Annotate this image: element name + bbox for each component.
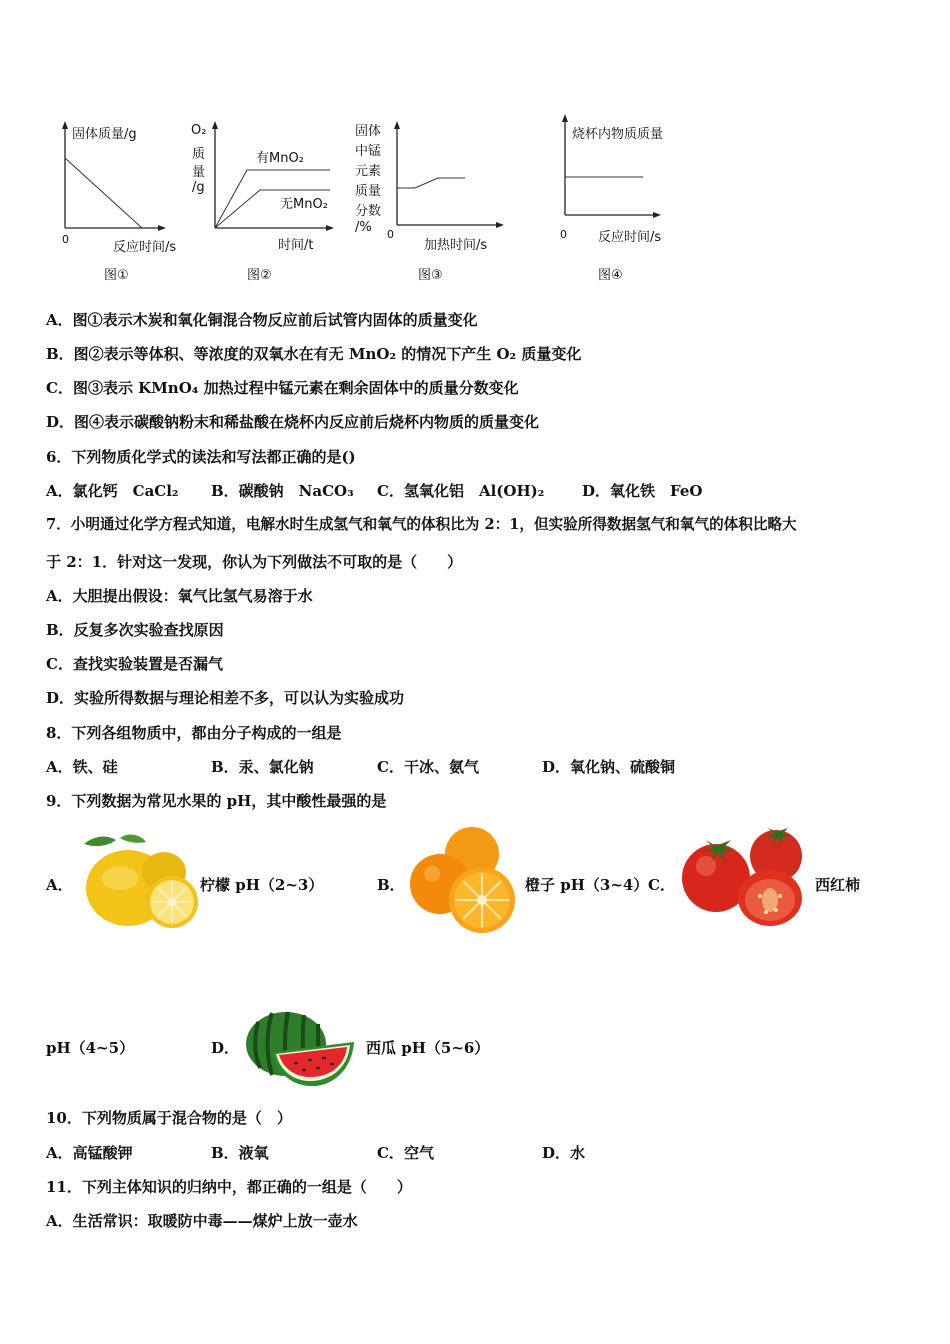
graph-2-with-label: 有MnO₂	[256, 151, 304, 166]
q5-option-d: D．图④表示碳酸钠粉末和稀盐酸在烧杯内反应前后烧杯内物质的质量变化	[46, 413, 540, 431]
q9-option-c-text-2: pH（4~5）	[46, 1039, 135, 1057]
graph-4-caption: 图④	[598, 268, 623, 283]
q6-option-d: D．氧化铁 FeO	[582, 482, 703, 500]
q10-option-a: A．高锰酸钾	[46, 1144, 133, 1162]
graph-3-ylabel-5: 分数	[355, 204, 382, 219]
q7-option-c: C．查找实验装置是否漏气	[46, 655, 223, 673]
q6-option-b: B．碳酸钠 NaCO₃	[211, 482, 354, 500]
q8-option-a: A．铁、硅	[46, 758, 118, 776]
q7-stem-line-2: 于 2：1．针对这一发现，你认为下列做法不可取的是（ ）	[46, 553, 463, 571]
graph-2-ylabel-1: 质	[192, 147, 206, 162]
tomato-image	[680, 826, 808, 930]
graph-2-ylabel-2: 量	[192, 165, 206, 180]
graph-4-xlabel: 反应时间/s	[598, 230, 662, 245]
q8-option-d: D．氧化钠、硫酸铜	[542, 758, 676, 776]
graph-1-ylabel: 固体质量/g	[72, 127, 137, 142]
q5-option-c: C．图③表示 KMnO₄ 加热过程中锰元素在剩余固体中的质量分数变化	[46, 379, 519, 397]
q11-option-a: A．生活常识：取暖防中毒——煤炉上放一壶水	[46, 1212, 358, 1230]
q8-option-b: B．汞、氯化钠	[211, 758, 314, 776]
q10-option-c: C．空气	[377, 1144, 434, 1162]
graph-2-without-label: 无MnO₂	[280, 197, 328, 212]
graph-2-xlabel: 时间/t	[278, 238, 314, 253]
watermelon-image	[244, 1008, 358, 1090]
orange-image	[406, 826, 522, 936]
q6-stem: 6．下列物质化学式的读法和写法都正确的是()	[46, 448, 356, 466]
q8-option-c: C．干冰、氨气	[377, 758, 479, 776]
q6-option-c: C．氢氧化铝 Al(OH)₂	[377, 482, 545, 500]
graph-2-ylabel-o2: O₂	[191, 123, 207, 138]
q9-option-b-text: 橙子 pH（3~4）	[525, 876, 649, 894]
graph-3-xlabel: 加热时间/s	[424, 238, 488, 253]
q10-option-b: B．液氧	[211, 1144, 269, 1162]
q9-option-d-letter: D．	[211, 1039, 240, 1057]
q11-stem: 11．下列主体知识的归纳中，都正确的一组是（ ）	[46, 1178, 412, 1196]
graph-3	[380, 118, 530, 238]
q7-option-d: D．实验所得数据与理论相差不多，可以认为实验成功	[46, 689, 405, 707]
graph-1-caption: 图①	[104, 268, 129, 283]
graph-3-ylabel-1: 固体	[355, 124, 382, 139]
q9-option-a-text: 柠檬 pH（2~3）	[200, 876, 324, 894]
q10-option-d: D．水	[542, 1144, 586, 1162]
graph-2-ylabel-3: /g	[192, 180, 205, 195]
graph-3-ylabel-3: 元素	[355, 164, 382, 179]
graph-3-ylabel-2: 中锰	[355, 144, 382, 159]
q5-option-a: A．图①表示木炭和氧化铜混合物反应前后试管内固体的质量变化	[46, 311, 478, 329]
graph-3-ylabel-6: /%	[355, 220, 372, 235]
q7-option-b: B．反复多次实验查找原因	[46, 621, 224, 639]
graph-1-origin: 0	[62, 233, 69, 246]
graph-2-caption: 图②	[247, 268, 272, 283]
q9-stem: 9．下列数据为常见水果的 pH，其中酸性最强的是	[46, 792, 387, 810]
graph-3-ylabel-4: 质量	[355, 184, 382, 199]
q5-option-b: B．图②表示等体积、等浓度的双氧水在有无 MnO₂ 的情况下产生 O₂ 质量变化	[46, 345, 582, 363]
graph-1-xlabel: 反应时间/s	[113, 240, 177, 255]
q9-option-a-letter: A．	[46, 876, 73, 894]
graph-2	[200, 118, 350, 238]
graph-4-origin: 0	[560, 228, 567, 241]
q7-stem-line-1: 7．小明通过化学方程式知道，电解水时生成氢气和氧气的体积比为 2：1，但实验所得数据氢气和氧气的体积比略大	[46, 516, 797, 533]
lemon-image	[76, 832, 200, 932]
q9-option-d-text: 西瓜 pH（5~6）	[366, 1039, 490, 1057]
graph-3-origin: 0	[387, 228, 394, 241]
q7-option-a: A．大胆提出假设：氧气比氢气易溶于水	[46, 587, 313, 605]
graph-4-ylabel: 烧杯内物质质量	[572, 127, 664, 142]
q9-option-c-letter: C．	[648, 876, 675, 894]
q6-option-a: A．氯化钙 CaCl₂	[46, 482, 179, 500]
q10-stem: 10．下列物质属于混合物的是（ ）	[46, 1109, 292, 1127]
q9-option-b-letter: B．	[377, 876, 405, 894]
q8-stem: 8．下列各组物质中，都由分子构成的一组是	[46, 724, 342, 742]
q9-option-c-text: 西红柿	[815, 876, 861, 894]
graph-3-caption: 图③	[418, 268, 443, 283]
